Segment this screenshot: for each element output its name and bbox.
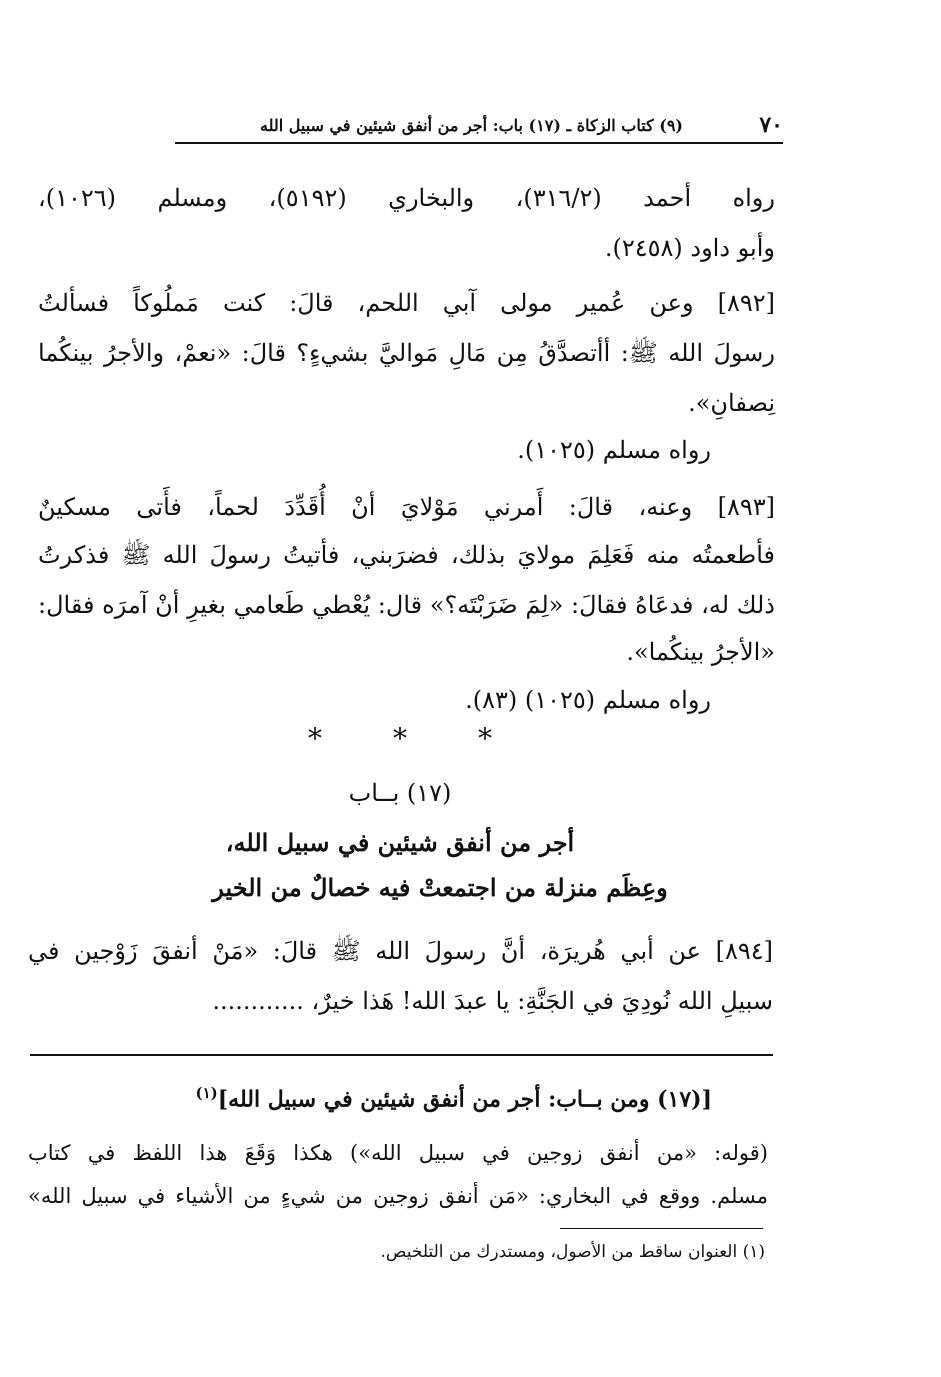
footnote-marker: (١) xyxy=(195,1084,218,1102)
star-ornament: * xyxy=(308,722,322,755)
hadith-893-line: ذلك له، فدعَاهُ فقالَ: «لِمَ ضَرَبْتَه؟» قال: يُعْطي طَعامي بغيرِ أنْ آمرَه فقال: xyxy=(38,591,775,619)
hadith-894-line: [٨٩٤] عن أبي هُريرَة، أنَّ رسولَ الله ﷺ قالَ: «مَنْ أنفقَ زَوْجين في xyxy=(28,937,773,965)
hadith-892-line: نِصفانِ». xyxy=(688,389,775,417)
footnote: (١) العنوان ساقط من الأصول، ومستدرك من التلخيص. xyxy=(380,1242,765,1262)
body-line: وأبو داود (٢٤٥٨). xyxy=(604,234,775,262)
commentary-heading-text: [(١٧) ومن بــاب: أجر من أنفق شيئين في سبيل الله] xyxy=(217,1086,712,1113)
hadith-894-line: سبيلِ الله نُودِيَ في الجَنَّةِ: يا عبدَ الله! هَذا خيرٌ، ............ xyxy=(212,987,773,1015)
body-line: رواه أحمد (٣١٦/٢)، والبخاري (٥١٩٢)، ومسلم (١٠٢٦)، xyxy=(38,184,775,212)
section-divider-stars xyxy=(300,722,500,755)
star-ornament: * xyxy=(393,722,407,755)
footnote-separator xyxy=(560,1228,763,1229)
chapter-number: (١٧) بــاب xyxy=(348,779,452,807)
chapter-title-line: وعِظَم منزلة من اجتمعتْ فيه خصالٌ من الخير xyxy=(212,873,668,902)
commentary-line: مسلم. ووقع في البخاري: «مَن أنفق زوجين من شيءٍ من الأشياء في سبيل الله» xyxy=(28,1184,768,1208)
hadith-893-line: [٨٩٣] وعنه، قالَ: أَمرني مَوْلايَ أنْ أُقَدِّدَ لحماً، فأَتى مسكينٌ xyxy=(38,493,775,521)
page-header xyxy=(175,112,783,144)
chapter-title-line: أجر من أنفق شيئين في سبيل الله، xyxy=(225,828,575,857)
source-citation: رواه مسلم (١٠٢٥) (٨٣). xyxy=(465,686,711,714)
source-citation: رواه مسلم (١٠٢٥). xyxy=(517,436,711,464)
running-title: (٩) كتاب الزكاة ـ (١٧) باب: أجر من أنفق شيئين في سبيل الله xyxy=(260,116,683,135)
hadith-893-line: فأطعمتُه منه فَعَلِمَ مولايَ بذلك، فضرَبني، فأتيتُ رسولَ الله ﷺ فذكرتُ xyxy=(38,541,775,569)
commentary-heading xyxy=(100,1078,712,1114)
page-number: ٧٠ xyxy=(759,112,783,138)
commentary-separator xyxy=(30,1054,773,1056)
hadith-892-line: [٨٩٢] وعن عُمير مولى آبي اللحم، قالَ: كنت مَملُوكاً فسألتُ xyxy=(38,289,775,317)
hadith-892-line: رسولَ الله ﷺ: أأتصدَّقُ مِن مَالِ مَواليَّ بشيءٍ؟ قالَ: «نعمْ، والأجرُ بينكُما xyxy=(38,339,775,367)
star-ornament: * xyxy=(478,722,492,755)
commentary-line: (قوله: «من أنفق زوجين في سبيل الله») هكذا وَقَعَ هذا اللفظ في كتاب xyxy=(28,1141,768,1165)
hadith-893-line: «الأجرُ بينكُما». xyxy=(626,638,775,666)
